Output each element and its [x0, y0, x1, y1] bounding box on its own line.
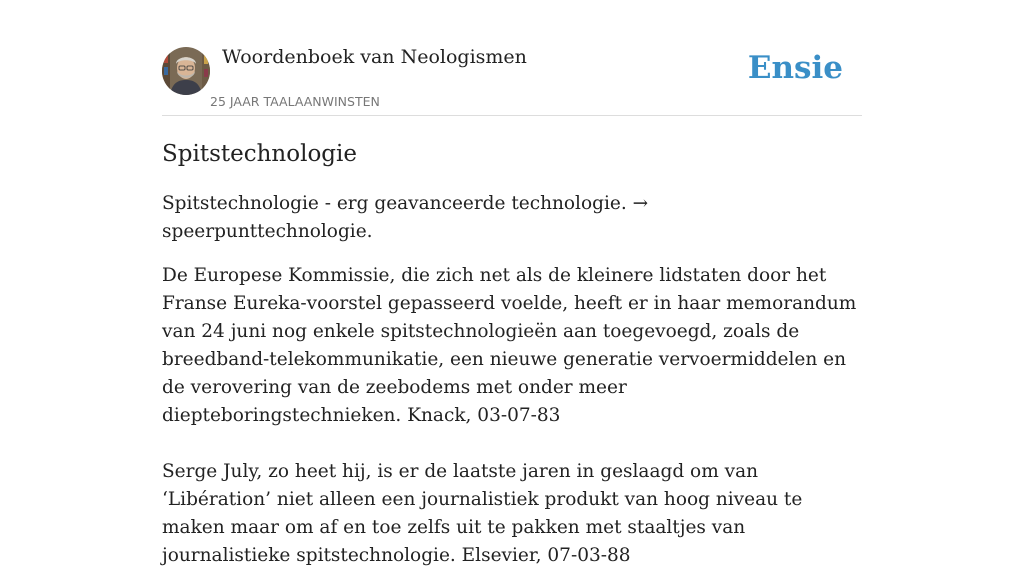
ensie-logo[interactable]: Ensie	[747, 50, 843, 86]
site-title[interactable]: Woordenboek van Neologismen	[222, 46, 527, 68]
site-subtitle: 25 JAAR TAALAANWINSTEN	[210, 94, 380, 109]
example-quote: Serge July, zo heet hij, is er de laatste jaren in geslaagd om van ‘Libération’ niet alleen een journalistiek produkt van hoog niveau te maken maar om af en toe zelfs uit te pakken met staaltjes van journalistieke spitstechnologie. Elsevier, 07-03-88	[162, 461, 803, 566]
example-quote: De Europese Kommissie, die zich net als de kleinere lidstaten door het Franse Eureka-voorstel gepasseerd voelde, heeft er in haar memorandum van 24 juni nog enkele spitstechnologieën aan toegevoegd, zoals de breedband-telekommunikatie, een nieuwe generatie vervoermiddelen en de verovering van de zeebodems met onder meer diepteboringstechnieken. Knack, 03-07-83	[162, 265, 857, 426]
avatar[interactable]	[162, 47, 210, 95]
entry-content	[162, 138, 862, 570]
site-header	[162, 44, 862, 116]
page-title: Spitstechnologie	[162, 141, 357, 167]
definition-text: Spitstechnologie - erg geavanceerde technologie. → speerpunttechnologie.	[162, 193, 649, 242]
author-portrait-icon	[162, 47, 210, 95]
